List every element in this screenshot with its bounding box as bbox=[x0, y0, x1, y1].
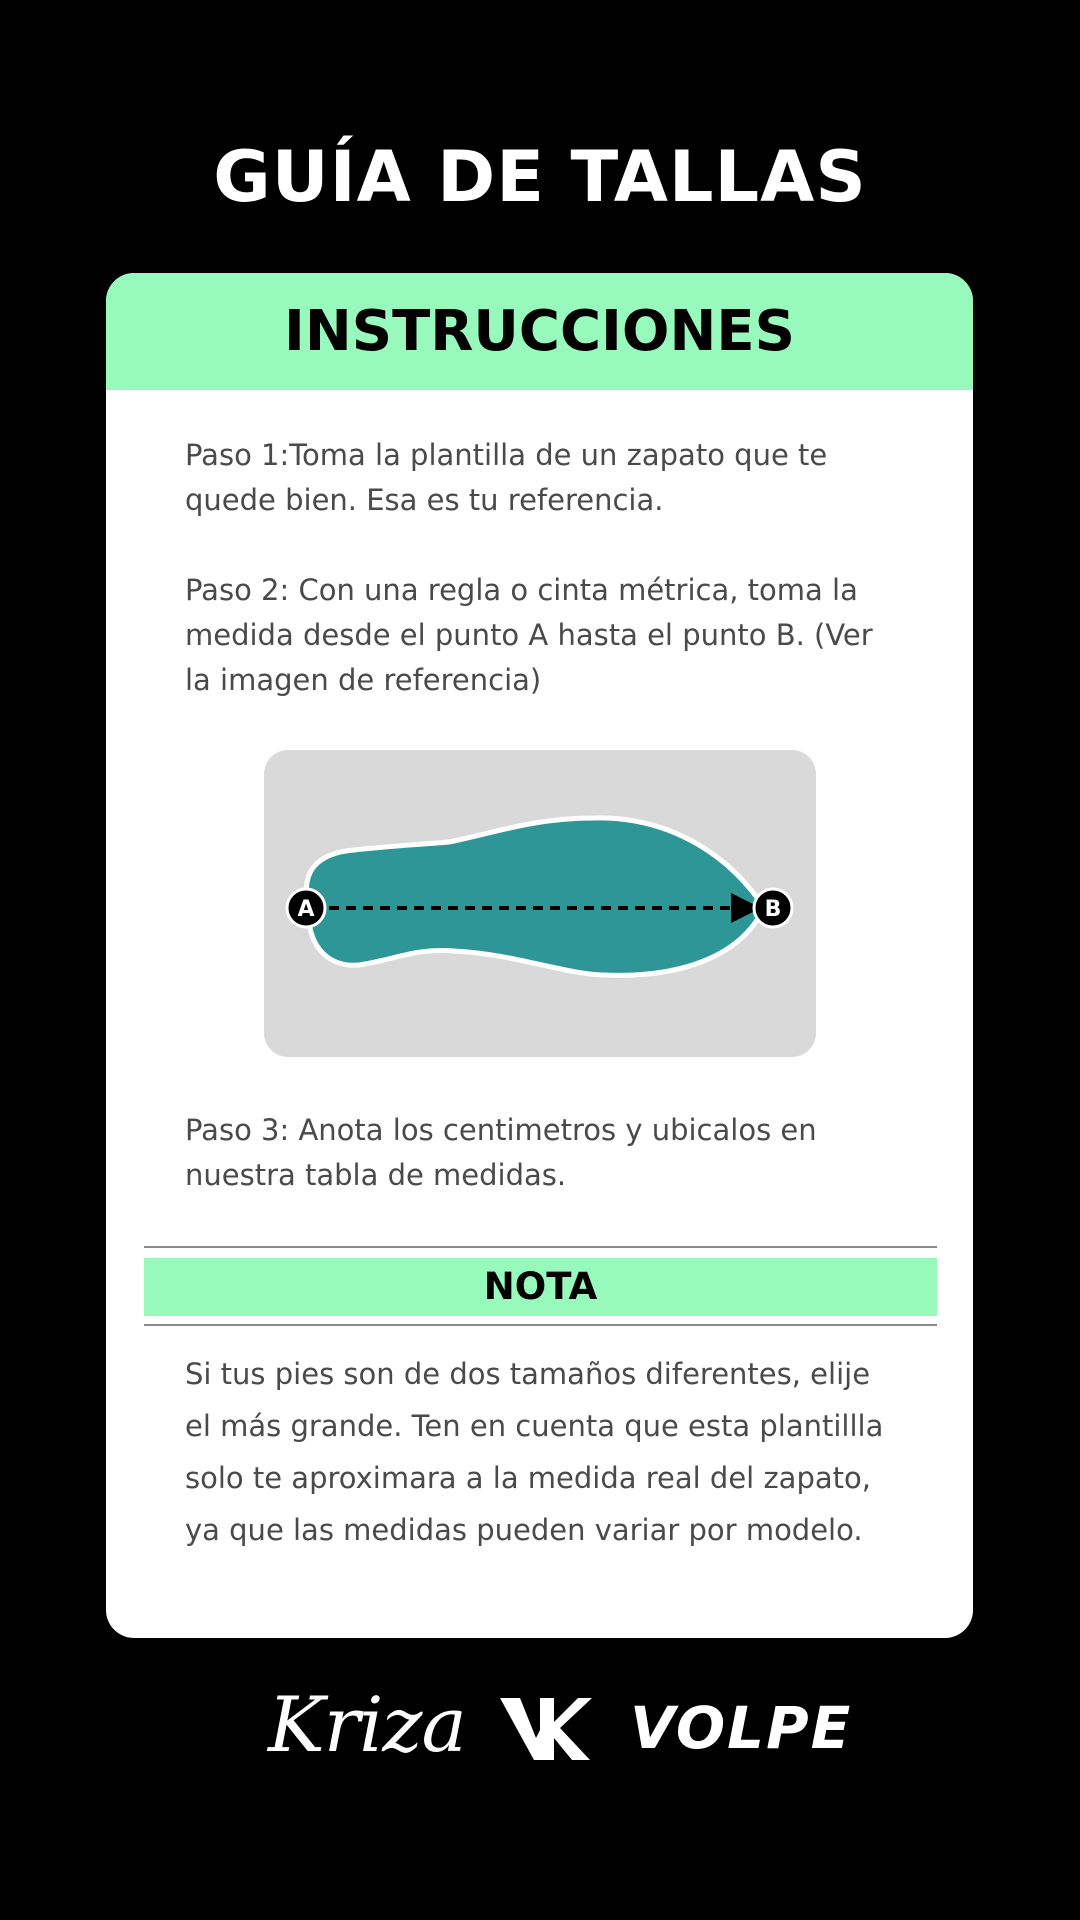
vk-logo-mark bbox=[500, 1694, 592, 1760]
kriza-logo: Kriza bbox=[268, 1680, 466, 1769]
point-a-label: A bbox=[297, 897, 315, 922]
step-1-text: Paso 1:Toma la plantilla de un zapato que te quede bien. Esa es tu referencia. bbox=[185, 438, 828, 517]
card-header bbox=[106, 273, 973, 390]
note-title: NOTA bbox=[483, 1265, 598, 1308]
note-divider-top bbox=[144, 1246, 937, 1248]
page-title: GUÍA DE TALLAS bbox=[213, 136, 867, 218]
point-b-label: B bbox=[764, 897, 782, 922]
step-2-text: Paso 2: Con una regla o cinta métrica, toma la medida desde el punto A hasta el punto B. (Ver la imagen de referencia) bbox=[185, 573, 873, 697]
step-3-text: Paso 3: Anota los centimetros y ubicalos en nuestra tabla de medidas. bbox=[185, 1113, 817, 1192]
instructions-card bbox=[106, 273, 973, 1638]
vk-logo bbox=[500, 1694, 592, 1764]
card-header-title: INSTRUCCIONES bbox=[284, 299, 795, 364]
note-header bbox=[144, 1258, 937, 1316]
insole-reference-figure bbox=[264, 750, 816, 1057]
volpe-logo: VOLPE bbox=[630, 1694, 853, 1762]
insole-diagram bbox=[264, 750, 816, 1057]
note-text: Si tus pies son de dos tamaños diferentes, elije el más grande. Ten en cuenta que esta plantillla solo te aproximara a la medida real del zapato, ya que las medidas pueden variar por modelo. bbox=[185, 1357, 884, 1547]
note-divider-bottom bbox=[144, 1324, 937, 1326]
insole-shape bbox=[306, 818, 764, 975]
